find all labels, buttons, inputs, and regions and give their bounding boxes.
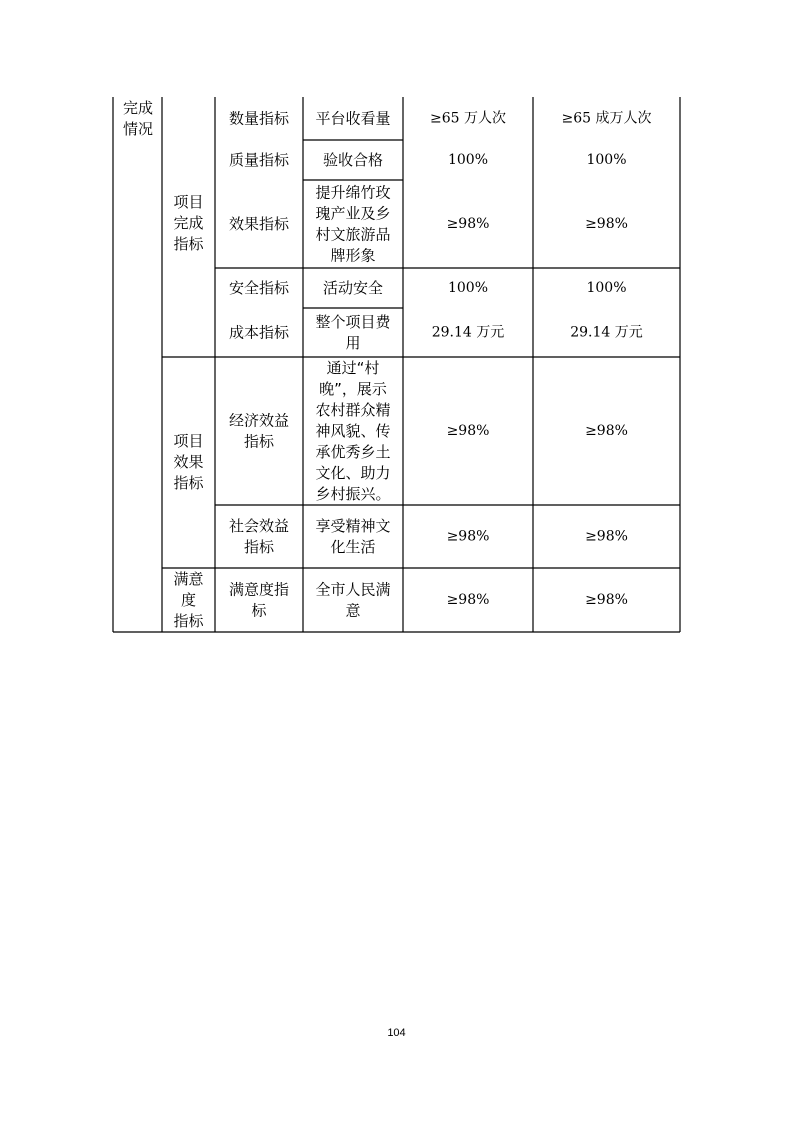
indicator-item: 享受精神文 — [315, 517, 391, 535]
actual-value: ≥98% — [585, 423, 628, 439]
indicator-type: 指标 — [243, 432, 275, 451]
indicator-type: 指标 — [243, 538, 275, 556]
indicator-item: 用 — [345, 334, 361, 352]
indicator-item: 乡村振兴。 — [315, 485, 391, 503]
indicator-item: 活动安全 — [322, 279, 384, 297]
actual-value: ≥98% — [585, 592, 628, 608]
page-number: 104 — [387, 1027, 406, 1039]
indicator-item: 验收合格 — [322, 151, 384, 169]
actual-value: 100% — [586, 152, 627, 168]
target-value: 100% — [447, 152, 489, 168]
target-value: ≥65 万人次 — [430, 110, 506, 127]
indicator-group-label: 完成 — [173, 214, 204, 232]
table-grid-lines — [113, 97, 680, 632]
indicator-group-label: 项目 — [173, 432, 204, 450]
indicator-group-label: 满意 — [173, 570, 204, 588]
indicator-item: 整个项目费 — [315, 313, 391, 331]
indicator-item: 文化、助力 — [315, 464, 391, 482]
indicator-item: 牌形象 — [330, 246, 376, 265]
target-value: ≥98% — [446, 216, 490, 232]
indicator-item: 化生活 — [330, 538, 376, 556]
indicator-type: 社会效益 — [228, 517, 290, 535]
actual-value: 29.14 万元 — [570, 324, 643, 341]
indicator-type: 安全指标 — [228, 279, 290, 297]
target-value: ≥98% — [446, 528, 490, 545]
actual-value: ≥98% — [585, 216, 628, 232]
actual-value: 100% — [586, 280, 627, 296]
actual-value: ≥65 成万人次 — [561, 110, 652, 127]
section-label: 情况 — [122, 120, 154, 138]
indicator-item: 瑰产业及乡 — [315, 204, 391, 223]
indicator-group-label: 项目 — [173, 193, 204, 211]
target-value: ≥98% — [446, 592, 490, 608]
indicator-type: 满意度指 — [228, 580, 290, 599]
indicator-group-label: 指标 — [173, 612, 204, 630]
section-label: 完成 — [122, 99, 154, 117]
indicator-type: 标 — [251, 601, 267, 620]
indicator-item: 通过“村 — [326, 359, 380, 377]
indicator-group-label: 指标 — [173, 474, 204, 492]
indicator-type: 效果指标 — [228, 215, 290, 233]
indicator-group-label: 指标 — [173, 235, 204, 253]
indicator-item: 承优秀乡土 — [315, 443, 391, 461]
indicator-item: 提升绵竹玫 — [315, 183, 391, 202]
target-value: 29.14 万元 — [431, 324, 505, 341]
indicator-item: 农村群众精 — [315, 401, 391, 419]
indicator-group-label: 度 — [180, 591, 197, 609]
indicator-type: 经济效益 — [228, 411, 290, 430]
indicator-type: 成本指标 — [228, 323, 290, 342]
actual-value: ≥98% — [585, 528, 628, 545]
indicator-item: 晚”，展示 — [319, 380, 387, 398]
indicator-item: 神风貌、传 — [315, 422, 391, 440]
indicator-group-label: 效果 — [173, 453, 204, 471]
target-value: 100% — [447, 280, 489, 296]
indicator-item: 村文旅游品 — [315, 225, 391, 244]
target-value: ≥98% — [446, 423, 490, 439]
indicator-type: 质量指标 — [228, 151, 290, 169]
indicator-type: 数量指标 — [228, 109, 290, 128]
indicator-item: 平台收看量 — [315, 109, 391, 128]
indicator-item: 全市人民满 — [315, 580, 391, 599]
indicator-item: 意 — [345, 601, 361, 620]
